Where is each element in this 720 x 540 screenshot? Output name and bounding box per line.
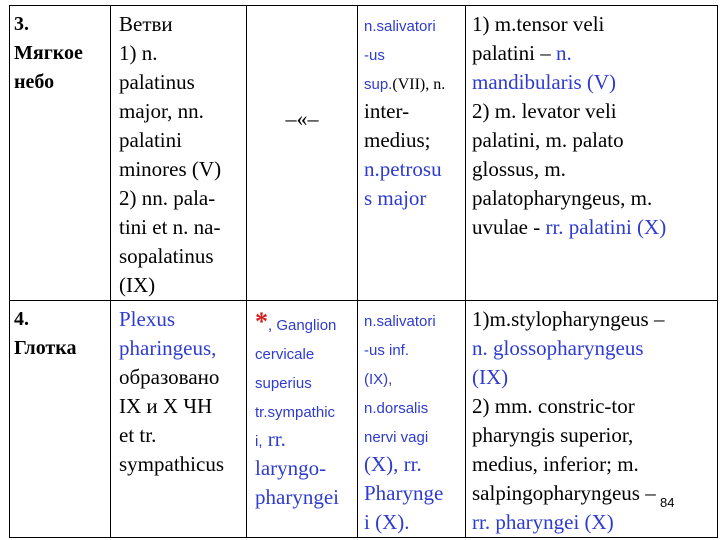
nucleus-text-a: n.salivatori -us sup. — [364, 18, 436, 93]
table-row — [10, 301, 718, 538]
branches-text — [111, 6, 246, 300]
nerve-table — [9, 5, 718, 538]
rr-text: rr. — [262, 427, 286, 451]
nucleus-text-a: n.salivatori -us inf. (IX), n.dorsalis nervi vagi — [364, 313, 436, 446]
nucleus-text-c: rr. Pharynge i (X). — [364, 452, 444, 534]
muscles-cell — [466, 301, 718, 538]
ganglion-cell — [247, 301, 358, 538]
table-row — [10, 6, 718, 301]
ditto-mark: –«– — [285, 106, 319, 131]
muscles-text-d: rr. palatini (X) — [545, 215, 667, 239]
nucleus-cell — [358, 6, 466, 301]
row-label: 3. Мягкое небо — [14, 13, 83, 93]
nucleus-text-d: n.petrosu s major — [364, 157, 442, 210]
nucleus-text-c: inter- medius; — [364, 99, 431, 152]
muscles-text-a: 1)m.stylopharyngeus – — [472, 307, 665, 331]
muscles-cell — [466, 6, 718, 301]
branches-list: Ветви 1) n. palatinus major, nn. palatini minores (V) 2) nn. pala- tini et n. na- sopalatinus (IX) — [119, 12, 222, 297]
branches-cell — [111, 301, 247, 538]
nucleus-text-b: (VII), n. — [392, 76, 446, 93]
page-number: 84 — [660, 495, 675, 510]
star-mark: * — [255, 307, 268, 336]
muscles-text-b: n. glossopharyngeus (IX) — [472, 336, 644, 389]
muscles-text-b: n. mandibularis (V) — [472, 41, 617, 94]
muscles-text-c: 2) m. levator veli palatini, m. palato glossus, m. palatopharyngeus, m. uvulae - — [472, 99, 653, 239]
row-label-cell — [10, 301, 111, 538]
ganglion-text: , Ganglion cervicale superius tr.sympathic i, — [255, 317, 337, 450]
muscles-text-c: 2) mm. constric-tor pharyngis superior, medius, inferior; m. salpingopharyngeus – — [472, 394, 656, 505]
plexus-desc: образовано IX и X ЧН et tr. sympathicus — [119, 365, 224, 476]
branches-cell — [111, 6, 247, 301]
laryngo-text: laryngo- pharyngei — [255, 456, 339, 509]
ganglion-cell — [247, 6, 358, 301]
nucleus-cell — [358, 301, 466, 538]
row-label: 4. Глотка — [14, 308, 77, 359]
row-label-cell — [10, 6, 111, 301]
muscles-text-d: rr. pharyngei (X) — [472, 510, 614, 534]
plexus-text: Plexus pharingeus, — [119, 307, 217, 360]
muscles-text-a: 1) m.tensor veli palatini – — [472, 12, 605, 65]
nucleus-text-b: (X), — [364, 452, 404, 476]
